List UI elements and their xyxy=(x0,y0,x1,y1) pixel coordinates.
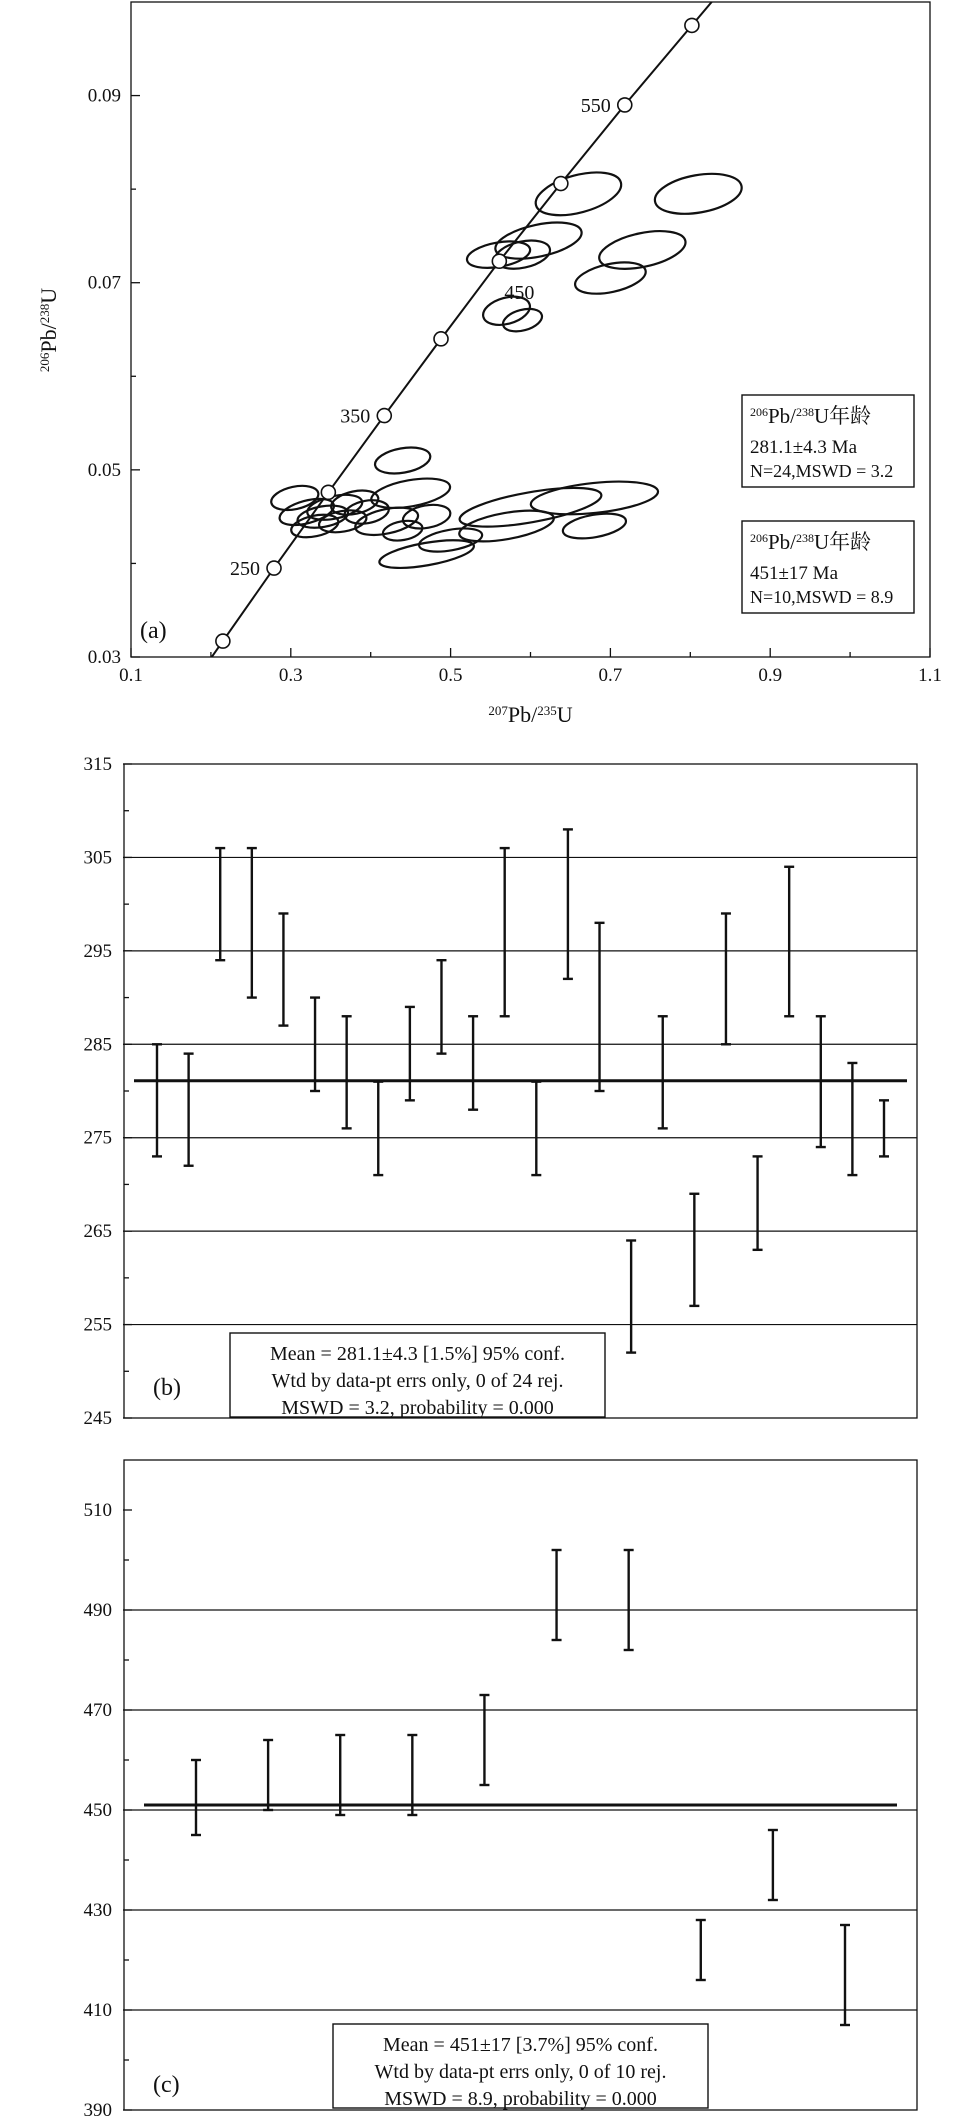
panel-c-y-tick-label: 450 xyxy=(83,1800,112,1821)
x-label-text: U xyxy=(556,702,573,727)
panel-b-error-bar xyxy=(626,1240,636,1352)
concordia-age-marker xyxy=(216,634,230,648)
data-ellipse xyxy=(596,224,689,275)
panel-c-label: (c) xyxy=(153,2072,180,2098)
panel-b-error-bar xyxy=(531,1082,541,1175)
y-label-isotope: 206 xyxy=(36,352,52,373)
panel-b-error-bar xyxy=(278,913,288,1025)
panel-b-error-bar xyxy=(753,1156,763,1249)
panel-a-y-tick-label: 0.05 xyxy=(87,459,121,481)
panel-b-y-tick-label: 305 xyxy=(83,847,112,869)
y-label-text: Pb/ xyxy=(36,323,61,353)
concordia-age-marker xyxy=(685,18,699,32)
x-label-text: Pb/ xyxy=(507,702,538,727)
panel-c-info-line: MSWD = 8.9, probability = 0.000 xyxy=(384,2088,657,2110)
panel-a-y-tick-label: 0.03 xyxy=(87,647,121,668)
panel-a-x-tick-label: 0.5 xyxy=(438,665,463,686)
panel-b-y-tick-label: 265 xyxy=(83,1221,112,1243)
panel-b-y-tick-label: 275 xyxy=(83,1127,112,1149)
panel-c-info-box xyxy=(333,2024,708,2110)
panel-c-error-bar xyxy=(768,1830,778,1900)
panel-a-x-tick-label: 0.3 xyxy=(278,665,303,686)
panel-b-error-bar xyxy=(247,848,257,997)
panel-a-x-axis-label xyxy=(488,702,572,727)
panel-b-error-bar xyxy=(658,1016,668,1128)
y-label-text: U xyxy=(36,287,61,304)
panel-a-plot-area xyxy=(203,0,745,670)
panel-b-error-bar xyxy=(595,923,605,1091)
legend-isotope: 206 xyxy=(750,531,768,545)
panel-b-y-tick-label: 285 xyxy=(83,1034,112,1056)
panel-c-error-bar xyxy=(407,1735,417,1815)
legend-title-text: Pb/ xyxy=(768,404,797,428)
legend-isotope: 238 xyxy=(796,405,815,419)
concordia-age-marker xyxy=(492,254,506,268)
panel-b-label: (b) xyxy=(153,1375,181,1401)
data-ellipse xyxy=(652,168,745,220)
panel-c-error-bar xyxy=(335,1735,345,1815)
panel-a-y-tick-label: 0.07 xyxy=(87,272,121,294)
legend-isotope: 206 xyxy=(750,405,768,419)
panel-b-error-bar xyxy=(215,848,225,960)
panel-c-y-tick-label: 390 xyxy=(83,2100,112,2121)
concordia-age-marker xyxy=(434,332,448,346)
panel-c-error-bar xyxy=(624,1550,634,1650)
panel-b-error-bar xyxy=(879,1100,889,1156)
panel-b-error-bar xyxy=(436,960,446,1053)
data-ellipse xyxy=(369,473,452,513)
data-ellipse xyxy=(529,476,659,519)
panel-c-info-line: Mean = 451±17 [3.7%] 95% conf. xyxy=(383,2034,658,2056)
legend-title-text: U年龄 xyxy=(814,404,872,428)
panel-b-error-bar xyxy=(689,1194,699,1306)
panel-c-y-tick-label: 430 xyxy=(83,1900,112,1921)
legend-title-text: Pb/ xyxy=(768,530,797,554)
legend-isotope: 238 xyxy=(796,531,815,545)
panel-a-y-axis-label xyxy=(36,288,61,372)
concordia-age-label: 550 xyxy=(580,94,611,117)
panel-b-frame xyxy=(124,764,917,1418)
data-ellipse xyxy=(373,444,432,478)
panel-b-error-bar xyxy=(721,913,731,1044)
legend-box-2-age: 451±17 Ma xyxy=(750,563,839,584)
data-ellipse xyxy=(457,480,604,534)
legend-title-text: U年龄 xyxy=(814,530,872,554)
panel-b-info-line: MSWD = 3.2, probability = 0.000 xyxy=(281,1397,554,1419)
legend-box-2 xyxy=(742,521,914,613)
panel-c-y-tick-label: 490 xyxy=(83,1600,112,1621)
x-label-isotope: 207 xyxy=(488,702,508,718)
panel-c-y-tick-label: 510 xyxy=(83,1500,112,1521)
panel-b-error-bar xyxy=(342,1016,352,1128)
panel-b-error-bar xyxy=(373,1082,383,1175)
panel-c-error-bar xyxy=(479,1695,489,1785)
concordia-age-marker xyxy=(377,409,391,423)
concordia-age-marker xyxy=(267,561,281,575)
panel-b-y-tick-label: 295 xyxy=(83,940,112,962)
panel-b-error-bar xyxy=(468,1016,478,1109)
panel-b-error-bar xyxy=(405,1007,415,1100)
concordia-age-label: 450 xyxy=(504,282,535,305)
concordia-age-marker xyxy=(554,177,568,191)
panel-b-y-tick-label: 255 xyxy=(83,1314,112,1336)
panel-b-info-line: Mean = 281.1±4.3 [1.5%] 95% conf. xyxy=(270,1343,565,1365)
panel-a-x-tick-label: 1.1 xyxy=(918,665,942,686)
panel-c-y-tick-label: 470 xyxy=(83,1700,112,1721)
panel-c-info-line: Wtd by data-pt errs only, 0 of 10 rej. xyxy=(374,2061,667,2083)
panel-a-label: (a) xyxy=(140,618,167,644)
legend-box-1-stats: N=24,MSWD = 3.2 xyxy=(750,461,894,481)
panel-b-info-box xyxy=(230,1333,605,1419)
panel-a-x-tick-label: 0.9 xyxy=(758,665,783,686)
panel-c-error-bar xyxy=(191,1760,201,1835)
legend-box-1 xyxy=(742,395,914,487)
panel-a-x-tick-label: 0.1 xyxy=(119,665,143,686)
data-ellipse xyxy=(343,497,391,527)
panel-c-y-tick-label: 410 xyxy=(83,2000,112,2021)
panel-a-y-tick-label: 0.09 xyxy=(87,85,121,107)
panel-b-error-bar xyxy=(152,1044,162,1156)
panel-b-error-bar xyxy=(784,867,794,1016)
panel-c-error-bar xyxy=(696,1920,706,1980)
panel-b-info-line: Wtd by data-pt errs only, 0 of 24 rej. xyxy=(271,1370,564,1392)
legend-box-1-age: 281.1±4.3 Ma xyxy=(750,437,858,458)
data-ellipse xyxy=(501,305,545,335)
panel-b-error-bar xyxy=(184,1054,194,1166)
panel-b-error-bar xyxy=(500,848,510,1016)
panel-b-error-bar xyxy=(563,829,573,978)
y-label-isotope: 238 xyxy=(36,303,52,324)
concordia-age-marker xyxy=(618,98,632,112)
data-ellipse xyxy=(572,257,648,299)
data-ellipse xyxy=(531,164,626,223)
panel-c-error-bar xyxy=(552,1550,562,1640)
panel-b-y-tick-label: 315 xyxy=(83,754,112,775)
panel-c-frame xyxy=(124,1460,917,2110)
legend-box-2-stats: N=10,MSWD = 8.9 xyxy=(750,587,894,607)
panel-a-x-tick-label: 0.7 xyxy=(598,665,623,686)
x-label-isotope: 235 xyxy=(537,702,557,718)
concordia-age-label: 250 xyxy=(230,558,261,581)
panel-b-y-tick-label: 245 xyxy=(83,1408,112,1429)
concordia-age-label: 350 xyxy=(340,405,371,428)
panel-c-error-bar xyxy=(263,1740,273,1810)
concordia-age-marker xyxy=(321,485,335,499)
